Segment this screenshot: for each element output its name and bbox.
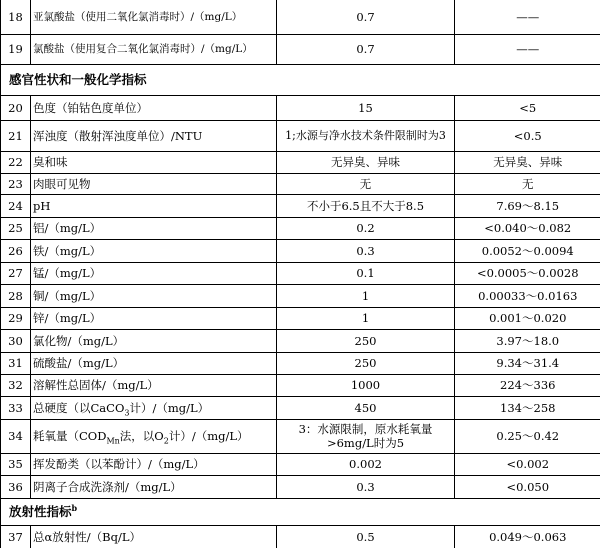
test-result: <0.050 — [455, 475, 600, 498]
table-row — [1, 352, 600, 374]
test-result: —— — [455, 0, 600, 34]
table-row — [1, 307, 600, 329]
table-row — [1, 217, 600, 239]
test-result: 9.34～31.4 — [455, 352, 600, 374]
table-row — [1, 239, 600, 262]
row-number: 23 — [1, 173, 31, 194]
limit-value: 0.002 — [277, 453, 455, 475]
table-row — [1, 396, 600, 419]
table-row — [1, 95, 600, 120]
test-result: <0.002 — [455, 453, 600, 475]
test-result: 无 — [455, 173, 600, 194]
limit-value: 1 — [277, 307, 455, 329]
row-number: 27 — [1, 262, 31, 284]
test-result: <0.0005～0.0028 — [455, 262, 600, 284]
table-row — [1, 120, 600, 151]
section-title: 放射性指标$^b$ — [1, 498, 600, 525]
row-number: 19 — [1, 34, 31, 64]
test-result: 无异臭、异味 — [455, 151, 600, 173]
table-row — [1, 173, 600, 194]
row-number: 29 — [1, 307, 31, 329]
section-row — [1, 64, 600, 95]
limit-value: 0.5 — [277, 525, 455, 548]
table-row — [1, 34, 600, 64]
table-row — [1, 194, 600, 217]
row-number: 37 — [1, 525, 31, 548]
table-row — [1, 453, 600, 475]
limit-value: 0.2 — [277, 217, 455, 239]
test-result: <0.040～0.082 — [455, 217, 600, 239]
limit-value: 0.1 — [277, 262, 455, 284]
limit-value: 15 — [277, 95, 455, 120]
row-number: 32 — [1, 374, 31, 396]
table-row — [1, 151, 600, 173]
indicator-name: 铝/（mg/L） — [31, 217, 277, 239]
limit-value: 0.3 — [277, 239, 455, 262]
indicator-name: pH — [31, 194, 277, 217]
row-number: 22 — [1, 151, 31, 173]
limit-value: 1 — [277, 284, 455, 307]
limit-value: 3：水源限制，原水耗氧量>6mg/L时为5 — [277, 419, 455, 453]
indicator-name: 氯化物/（mg/L） — [31, 329, 277, 352]
table-row — [1, 0, 600, 34]
indicator-name: 总α放射性/（Bq/L） — [31, 525, 277, 548]
indicator-name: 锌/（mg/L） — [31, 307, 277, 329]
row-number: 36 — [1, 475, 31, 498]
table-row — [1, 284, 600, 307]
limit-value: 450 — [277, 396, 455, 419]
test-result: 3.97～18.0 — [455, 329, 600, 352]
row-number: 35 — [1, 453, 31, 475]
indicator-name: 锰/（mg/L） — [31, 262, 277, 284]
table-row — [1, 262, 600, 284]
table-row — [1, 525, 600, 548]
indicator-name: 耗氧量（$COD_{Mn}$法，以$O_2$计）/（mg/L） — [31, 419, 277, 453]
limit-value: 0.3 — [277, 475, 455, 498]
test-result: 0.25～0.42 — [455, 419, 600, 453]
row-number: 18 — [1, 0, 31, 34]
test-result: 0.001～0.020 — [455, 307, 600, 329]
row-number: 34 — [1, 419, 31, 453]
row-number: 24 — [1, 194, 31, 217]
row-number: 21 — [1, 120, 31, 151]
indicator-name: 浑浊度（散射浑浊度单位）/NTU — [31, 120, 277, 151]
limit-value: 1;水源与净水技术条件限制时为3 — [277, 120, 455, 151]
row-number: 30 — [1, 329, 31, 352]
limit-value: 不小于6.5且不大于8.5 — [277, 194, 455, 217]
section-row — [1, 498, 600, 525]
row-number: 28 — [1, 284, 31, 307]
test-result: 134～258 — [455, 396, 600, 419]
limit-value: 250 — [277, 329, 455, 352]
indicator-name: 氯酸盐（使用复合二氧化氯消毒时）/（mg/L） — [31, 34, 277, 64]
limit-value: 250 — [277, 352, 455, 374]
limit-value: 无异臭、异味 — [277, 151, 455, 173]
indicator-name: 阴离子合成洗涤剂/（mg/L） — [31, 475, 277, 498]
section-title: 感官性状和一般化学指标 — [1, 64, 600, 95]
table-row — [1, 374, 600, 396]
limit-value: 0.7 — [277, 34, 455, 64]
indicator-name: 臭和味 — [31, 151, 277, 173]
test-result: —— — [455, 34, 600, 64]
table-row — [1, 329, 600, 352]
indicator-name: 肉眼可见物 — [31, 173, 277, 194]
limit-value: 无 — [277, 173, 455, 194]
table-row — [1, 475, 600, 498]
indicator-name: 溶解性总固体/（mg/L） — [31, 374, 277, 396]
limit-value: 0.7 — [277, 0, 455, 34]
indicator-name: 铜/（mg/L） — [31, 284, 277, 307]
indicator-name: 挥发酚类（以苯酚计）/（mg/L） — [31, 453, 277, 475]
indicator-name: 铁/（mg/L） — [31, 239, 277, 262]
table-row — [1, 419, 600, 453]
row-number: 33 — [1, 396, 31, 419]
row-number: 26 — [1, 239, 31, 262]
test-result: 0.049～0.063 — [455, 525, 600, 548]
row-number: 31 — [1, 352, 31, 374]
test-result: 224～336 — [455, 374, 600, 396]
test-result: <0.5 — [455, 120, 600, 151]
indicator-name: 色度（铂钴色度单位） — [31, 95, 277, 120]
indicator-name: 硫酸盐/（mg/L） — [31, 352, 277, 374]
indicator-name: 总硬度（以CaCO$_3$计）/（mg/L） — [31, 396, 277, 419]
test-result: 0.00033～0.0163 — [455, 284, 600, 307]
limit-value: 1000 — [277, 374, 455, 396]
row-number: 25 — [1, 217, 31, 239]
test-result: 7.69～8.15 — [455, 194, 600, 217]
test-result: <5 — [455, 95, 600, 120]
indicator-name: 亚氯酸盐（使用二氧化氯消毒时）/（mg/L） — [31, 0, 277, 34]
row-number: 20 — [1, 95, 31, 120]
test-result: 0.0052～0.0094 — [455, 239, 600, 262]
